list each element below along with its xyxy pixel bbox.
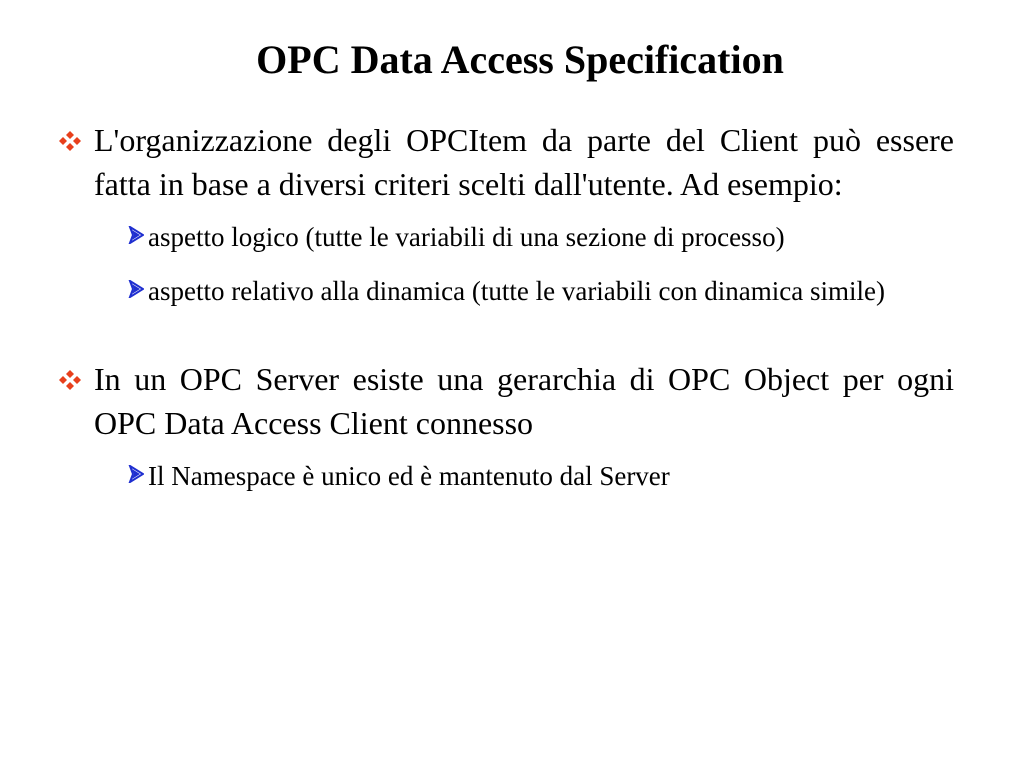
sub-bullet-item [128,456,954,496]
bullet-item [58,118,954,206]
sub-bullet-text: aspetto logico (tutte le variabili di una sezione di processo) [148,222,785,252]
bullet-text: L'organizzazione degli OPCItem da parte del Client può essere fatta in base a diversi criteri scelti dall'utente. Ad esempio: [94,122,954,202]
arrowhead-bullet-icon [128,226,144,244]
bullet-text: In un OPC Server esiste una gerarchia di OPC Object per ogni OPC Data Access Client connesso [94,361,954,441]
sub-bullet-item [128,271,954,311]
arrowhead-bullet-icon [128,280,144,298]
sub-bullet-text: Il Namespace è unico ed è mantenuto dal Server [148,461,670,491]
slide-title: OPC Data Access Specification [256,37,784,82]
arrowhead-bullet-icon [128,465,144,483]
sub-bullet-item [128,217,954,257]
diamond-bullet-icon [58,130,82,152]
slide-content [58,118,954,496]
diamond-bullet-icon [58,369,82,391]
bullet-item [58,357,954,445]
sub-bullet-text: aspetto relativo alla dinamica (tutte le variabili con dinamica simile) [148,276,885,306]
